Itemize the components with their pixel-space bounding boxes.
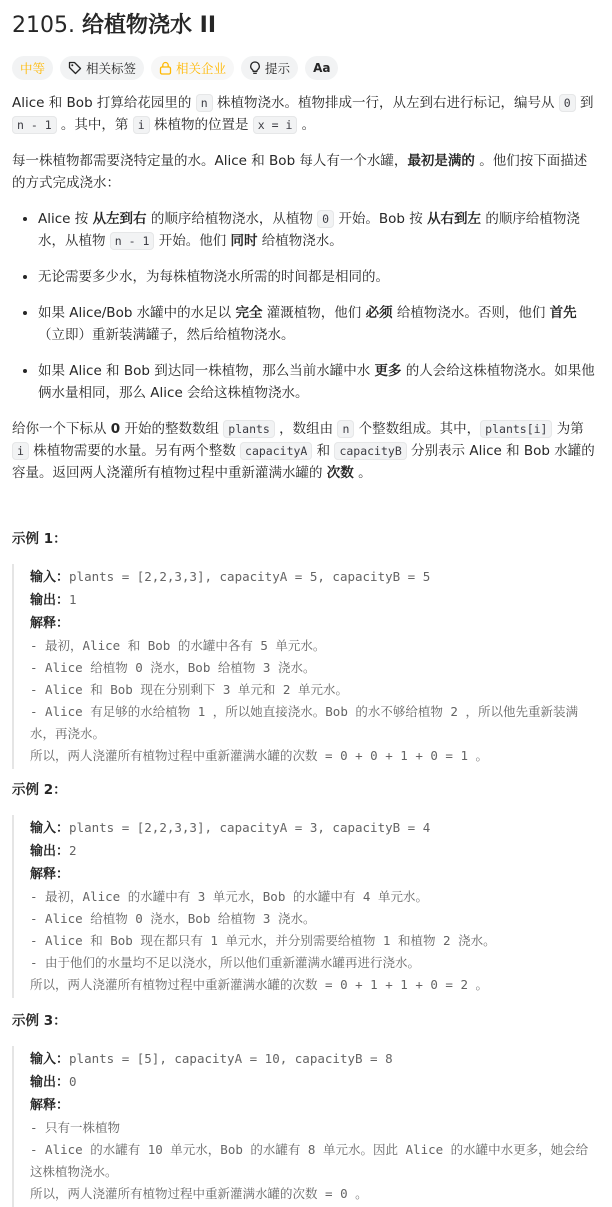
- lock-icon: [159, 61, 172, 75]
- difficulty-badge: 中等: [12, 56, 53, 80]
- rules-list: [12, 208, 600, 404]
- example-2-block: 输入：plants = [2,2,3,3], capacityA = 3, capacityB = 4 输出：2 解释： - 最初，Alice 的水罐中有 3 单元水，Bob 的水罐中有 4 单元水。 - Alice 给植物 0 浇水，Bob 给植物 3 浇水。 - Alice 和 Bob 现在都只有 1 单元水，并分别需要给植物 1 和植物 2 浇水。 - 由于他们的水量均不足以浇水，所以他们重新灌满水罐再进行浇水。 所以，两人浇灌所有植物过程中重新灌满水罐的次数 = 0 + 1 + 1 + 0 = 2 。: [12, 815, 600, 998]
- lightbulb-icon: [249, 61, 261, 75]
- list-item: • Alice 按 从左到右 的顺序给植物浇水，从植物 0 开始。Bob 按 从右到左 的顺序给植物浇水，从植物 n - 1 开始。他们 同时 给植物浇水。: [38, 208, 600, 252]
- example-3-block: 输入：plants = [5], capacityA = 10, capacityB = 8 输出：0 解释： - 只有一株植物 - Alice 的水罐有 10 单元水，Bob 的水罐有 8 单元水。因此 Alice 的水罐中水更多，她会给这株植物浇水。 所以，两人浇灌所有植物过程中重新灌满水罐的次数 = 0 。: [12, 1046, 600, 1207]
- description-paragraph-3: 给你一个下标从 0 开始的整数数组 plants ，数组由 n 个整数组成。其中， plants[i] 为第 i 株植物需要的水量。另有两个整数 capacityA 和 capacityB 分别表示 Alice 和 Bob 水罐的容量。返回两人浇灌所有植物过程中重新灌满水罐的 次数 。: [12, 421, 595, 481]
- example-1-title: 示例 1：: [12, 531, 67, 547]
- list-item: • 如果 Alice 和 Bob 到达同一株植物，那么当前水罐中水 更多 的人会给这株植物浇水。如果他俩水量相同，那么 Alice 会给这株植物浇水。: [38, 360, 600, 404]
- description-paragraph-1: Alice 和 Bob 打算给花园里的 n 株植物浇水。植物排成一行，从左到右进行标记，编号从 0 到 n - 1 。其中，第 i 株植物的位置是 x = i 。: [12, 95, 594, 133]
- example-3-title: 示例 3：: [12, 1013, 67, 1029]
- list-item: • 无论需要多少水，为每株植物浇水所需的时间都是相同的。: [38, 266, 600, 288]
- tag-icon: [68, 61, 82, 75]
- hint-tag[interactable]: 提示: [241, 56, 298, 80]
- problem-title[interactable]: 2105. 给植物浇水 II: [12, 13, 217, 38]
- list-item: • 如果 Alice/Bob 水罐中的水足以 完全 灌溉植物，他们 必须 给植物浇水。否则，他们 首先（立即）重新装满罐子，然后给植物浇水。: [38, 302, 600, 346]
- topics-tag[interactable]: 相关标签: [60, 56, 144, 80]
- example-2-title: 示例 2：: [12, 782, 67, 798]
- example-1-block: 输入：plants = [2,2,3,3], capacityA = 5, capacityB = 5 输出：1 解释： - 最初，Alice 和 Bob 的水罐中各有 5 单元水。 - Alice 给植物 0 浇水，Bob 给植物 3 浇水。 - Alice 和 Bob 现在分别剩下 3 单元和 2 单元水。 - Alice 有足够的水给植物 1 ，所以她直接浇水。Bob 的水不够给植物 2 ，所以他先重新装满水，再浇水。 所以，两人浇灌所有植物过程中重新灌满水罐的次数 = 0 + 0 + 1 + 0 = 1 。: [12, 564, 600, 769]
- tag-bar: [12, 56, 600, 80]
- companies-tag[interactable]: 相关企业: [151, 56, 234, 80]
- font-size-icon[interactable]: Aa: [305, 56, 338, 80]
- description-paragraph-2: 每一株植物都需要浇特定量的水。Alice 和 Bob 每人有一个水罐，最初是满的 。他们按下面描述的方式完成浇水：: [12, 153, 588, 191]
